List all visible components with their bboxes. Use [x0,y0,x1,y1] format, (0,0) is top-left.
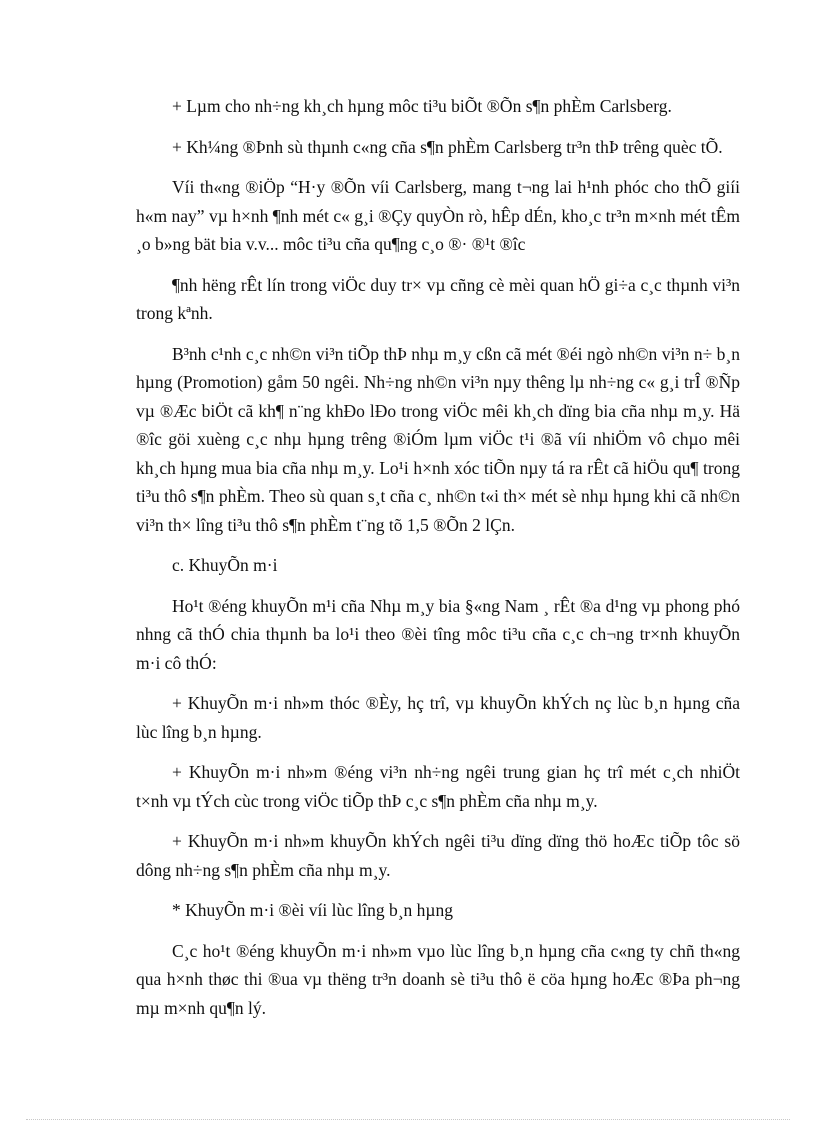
paragraph-promotion-sales-force: + KhuyÕn m·i nh»m thóc ®Èy, hç trî, vµ khuyÕn khÝch nç lùc b¸n hµng cña lùc lîng b¸n hµng. [136,693,740,742]
document-body [136,92,740,1034]
paragraph-promotion-overview: Ho¹t ®éng khuyÕn m¹i cña Nhµ m¸y bia §«ng Nam ¸ rÊt ®a d¹ng vµ phong phó nhng cã thÓ chia thµnh ba lo¹i theo ®èi tîng môc ti³u cña c¸c ch¬ng tr×nh khuyÕn m·i cô thÓ: [136,595,740,673]
section-heading-sales-promotion: c. KhuyÕn m·i [172,555,278,575]
page-bottom-divider [26,1119,790,1120]
paragraph-objective-awareness: + Lµm cho nh÷ng kh¸ch hµng môc ti³u biÕt ®Õn s¶n phÈm Carlsberg. [172,96,672,116]
paragraph-channel-influence: ¶nh hëng rÊt lín trong viÖc duy tr× vµ cñng cè mèi quan hÖ gi÷a c¸c thµnh vi³n trong kªnh. [136,274,740,323]
paragraph-promotion-intermediaries: + KhuyÕn m·i nh»m ®éng vi³n nh÷ng ngêi trung gian hç trî mét c¸ch nhiÖt t×nh vµ tÝch cùc trong viÖc tiÕp thÞ c¸c s¶n phÈm cña nhµ m¸y. [136,762,740,811]
subheading-sales-force-promotion: * KhuyÕn m·i ®èi víi lùc lîng b¸n hµng [172,900,453,920]
paragraph-promotion-consumers: + KhuyÕn m·i nh»m khuyÕn khÝch ngêi ti³u dïng dïng thö hoÆc tiÕp tôc sö dông nh÷ng s¶n phÈm cña nhµ m¸y. [136,831,740,880]
paragraph-promotion-staff: B³nh c¹nh c¸c nh©n vi³n tiÕp thÞ nhµ m¸y cßn cã mét ®éi ngò nh©n vi³n n÷ b¸n hµng (Promotion) gåm 50 ngêi. Nh÷ng nh©n vi³n nµy thêng lµ nh÷ng c« g¸i trÎ ®Ñp vµ ®Æc biÖt cã kh¶ n¨ng khÐo lÐo trong viÖc mêi kh¸ch dïng bia cña nhµ m¸y. Hä ®îc göi xuèng c¸c nhµ hµng trêng ®iÓm lµm viÖc t¹i ®ã víi nhiÖm vô chµo mêi kh¸ch hµng mua bia cña nhµ m¸y. Lo¹i h×nh xóc tiÕn nµy tá ra rÊt cã hiÖu qu¶ trong ti³u thô s¶n phÈm. Theo sù quan s¸t cña c¸ nh©n t«i th× mét sè nhµ hµng khi cã nh©n vi³n th× lîng ti³u thô s¶n phÈm t¨ng tõ 1,5 ®Õn 2 lÇn. [136,343,740,535]
paragraph-advertising-message: Víi th«ng ®iÖp “H·y ®Õn víi Carlsberg, mang t¬ng lai h¹nh phóc cho thÕ giíi h«m nay” vµ h×nh ¶nh mét c« g¸i ®Çy quyÒn rò, hÊp dÉn, kho¸c tr³n m×nh mét tÊm ¸o b»ng bät bia v.v... môc ti³u cña qu¶ng c¸o ®· ®¹t ®îc [136,177,740,254]
paragraph-sales-force-activities: C¸c ho¹t ®éng khuyÕn m·i nh»m vµo lùc lîng b¸n hµng cña c«ng ty chñ th«ng qua h×nh thøc thi ®ua vµ thëng tr³n doanh sè ti³u thô ë cöa hµng hoÆc ®Þa ph¬ng mµ m×nh qu¶n lý. [136,940,740,1018]
paragraph-objective-market: + Kh¼ng ®Þnh sù thµnh c«ng cña s¶n phÈm Carlsberg tr³n thÞ trêng quèc tÕ. [172,136,723,157]
